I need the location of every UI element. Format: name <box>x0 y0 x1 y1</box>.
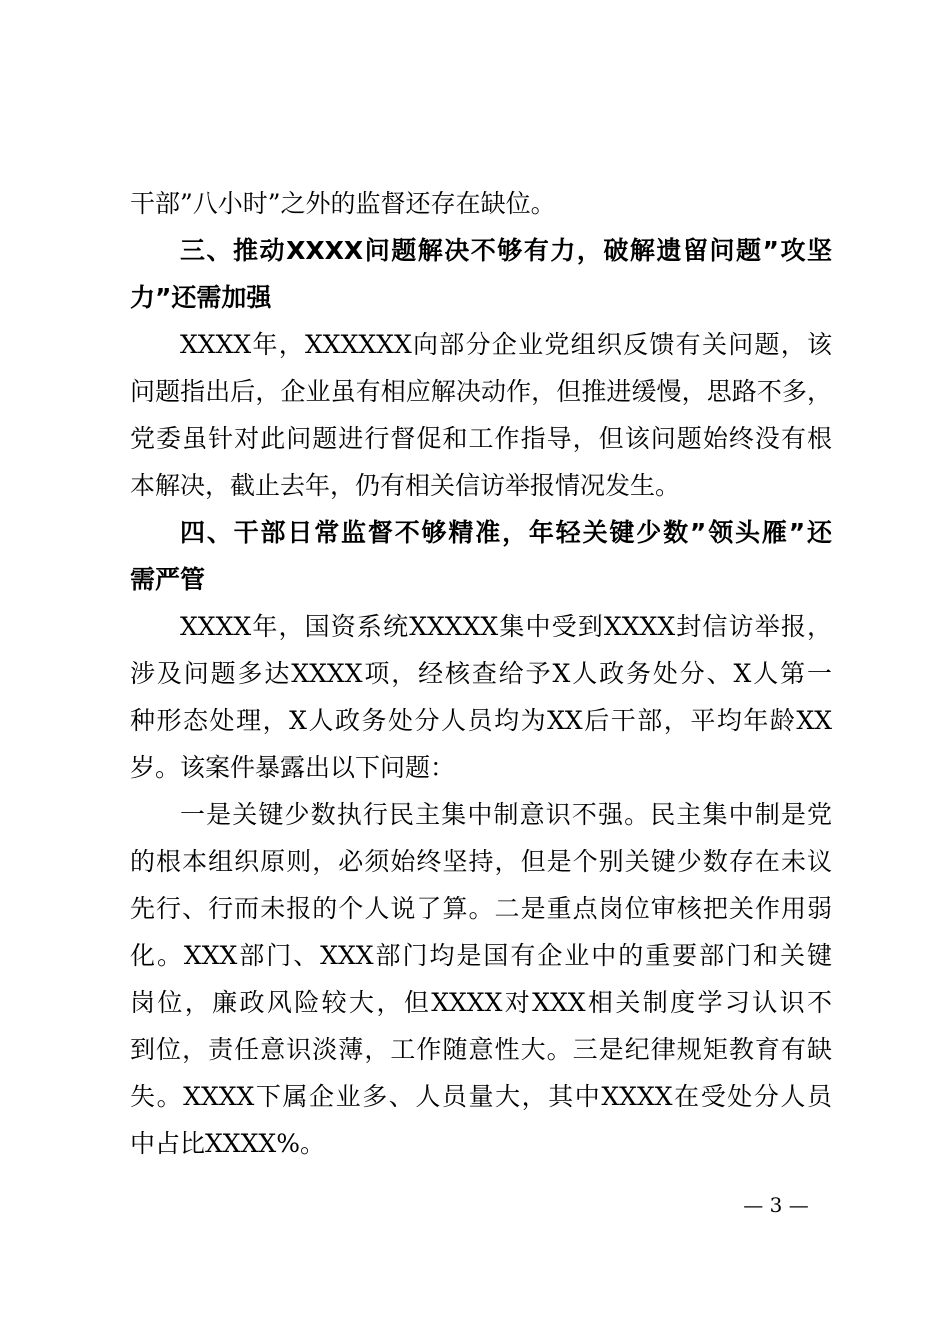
paragraph-line: 失。XXXX下属企业多、人员量大，其中XXXX在受处分人员 <box>130 1082 832 1111</box>
paragraph-line: 涉及问题多达XXXX项，经核查给予X人政务处分、X人第一 <box>130 659 832 688</box>
document-body <box>130 180 832 1167</box>
section-heading-3-line-1: 三、推动XXXX问题解决不够有力，破解遗留问题”攻坚 <box>180 236 832 265</box>
paragraph-line: 种形态处理，X人政务处分人员均为XX后干部，平均年龄XX <box>130 706 832 735</box>
section-heading-4-line-1: 四、干部日常监督不够精准，年轻关键少数”领头雁”还 <box>180 518 832 547</box>
page-number: — 3 — <box>743 1193 809 1217</box>
section-heading-3-line-2: 力”还需加强 <box>130 283 272 312</box>
paragraph-line: 的根本组织原则，必须始终坚持，但是个别关键少数存在未议 <box>130 847 832 876</box>
paragraph-line: 先行、行而未报的个人说了算。二是重点岗位审核把关作用弱 <box>130 894 832 923</box>
paragraph-line: 一是关键少数执行民主集中制意识不强。民主集中制是党 <box>180 800 832 829</box>
paragraph-line: 本解决，截止去年，仍有相关信访举报情况发生。 <box>130 471 681 500</box>
paragraph-line: 到位，责任意识淡薄，工作随意性大。三是纪律规矩教育有缺 <box>130 1035 832 1064</box>
section-heading-4-line-2: 需严管 <box>130 565 206 594</box>
paragraph-line: 岗位，廉政风险较大，但XXXX对XXX相关制度学习认识不 <box>130 988 832 1017</box>
paragraph-line: 问题指出后，企业虽有相应解决动作，但推进缓慢，思路不多， <box>130 377 832 406</box>
paragraph-line: XXXX年，国资系统XXXXX集中受到XXXX封信访举报， <box>180 612 832 641</box>
paragraph-line: 岁。该案件暴露出以下问题： <box>130 753 456 782</box>
paragraph-line: 干部”八小时”之外的监督还存在缺位。 <box>130 189 556 218</box>
paragraph-line: 中占比XXXX%。 <box>130 1129 325 1158</box>
paragraph-line: 化。XXX部门、XXX部门均是国有企业中的重要部门和关键 <box>130 941 832 970</box>
paragraph-line: XXXX年，XXXXXX向部分企业党组织反馈有关问题，该 <box>180 330 832 359</box>
paragraph-line: 党委虽针对此问题进行督促和工作指导，但该问题始终没有根 <box>130 424 832 453</box>
